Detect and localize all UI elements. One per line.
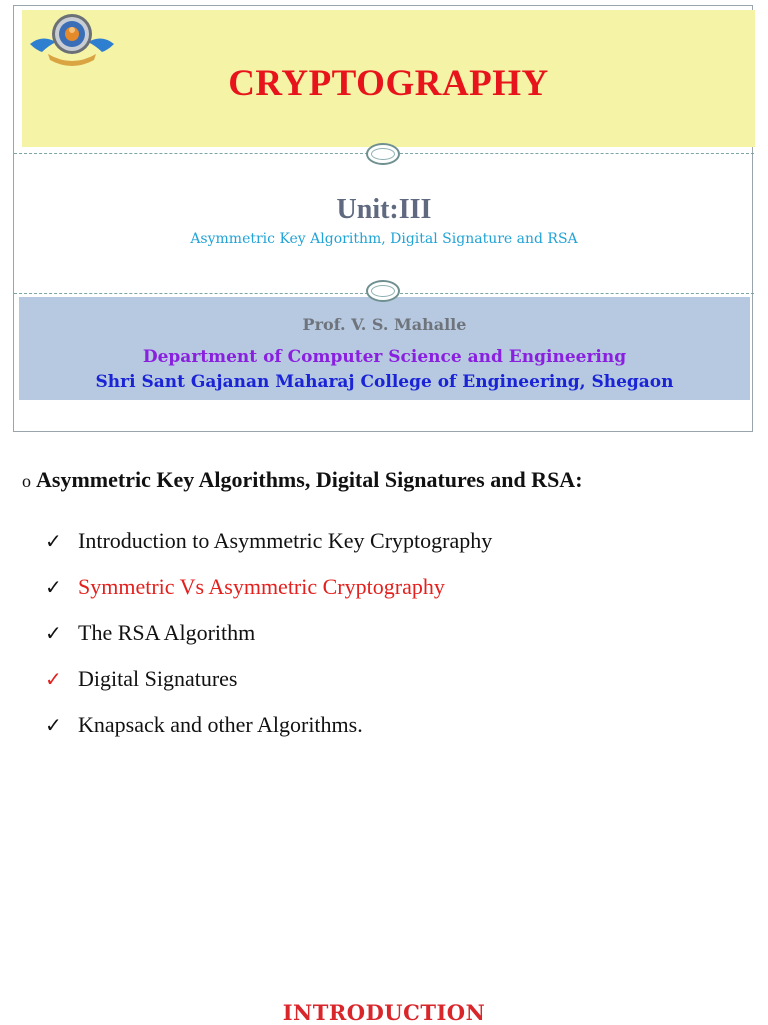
list-item-text: Knapsack and other Algorithms. xyxy=(78,712,363,737)
department-name: Department of Computer Science and Engineering xyxy=(142,347,627,367)
heading-text: Asymmetric Key Algorithms, Digital Signatures and RSA: xyxy=(36,467,583,492)
topic-list xyxy=(45,524,492,754)
checkmark-icon: ✓ xyxy=(45,531,62,553)
list-item xyxy=(45,616,492,662)
professor-name: Prof. V. S. Mahalle xyxy=(302,315,467,334)
author-band xyxy=(19,297,750,400)
ring-ornament-bottom xyxy=(366,280,400,302)
checkmark-icon: ✓ xyxy=(45,623,62,645)
next-slide-title: INTRODUCTION xyxy=(282,1000,486,1025)
circle-bullet-icon: o xyxy=(22,471,31,491)
unit-title: Unit:III xyxy=(336,194,432,225)
title-slide xyxy=(13,5,753,432)
checkmark-icon: ✓ xyxy=(45,577,62,599)
college-emblem-icon xyxy=(28,10,116,68)
list-item xyxy=(45,570,492,616)
list-item-text: Introduction to Asymmetric Key Cryptography xyxy=(78,528,493,553)
list-item xyxy=(45,662,492,708)
college-name: Shri Sant Gajanan Maharaj College of Engineering, Shegaon xyxy=(95,372,674,392)
title-band xyxy=(22,10,755,147)
list-item-text: Digital Signatures xyxy=(78,666,238,691)
ring-ornament-top xyxy=(366,143,400,165)
list-item-text: Symmetric Vs Asymmetric Cryptography xyxy=(78,574,445,599)
list-item-text: The RSA Algorithm xyxy=(78,620,256,645)
checkmark-icon: ✓ xyxy=(45,669,62,691)
unit-subtitle: Asymmetric Key Algorithm, Digital Signature and RSA xyxy=(190,231,578,247)
section-heading xyxy=(22,467,583,493)
list-item xyxy=(45,524,492,570)
list-item xyxy=(45,708,492,754)
checkmark-icon: ✓ xyxy=(45,715,62,737)
slide-title: CRYPTOGRAPHY xyxy=(228,63,549,104)
